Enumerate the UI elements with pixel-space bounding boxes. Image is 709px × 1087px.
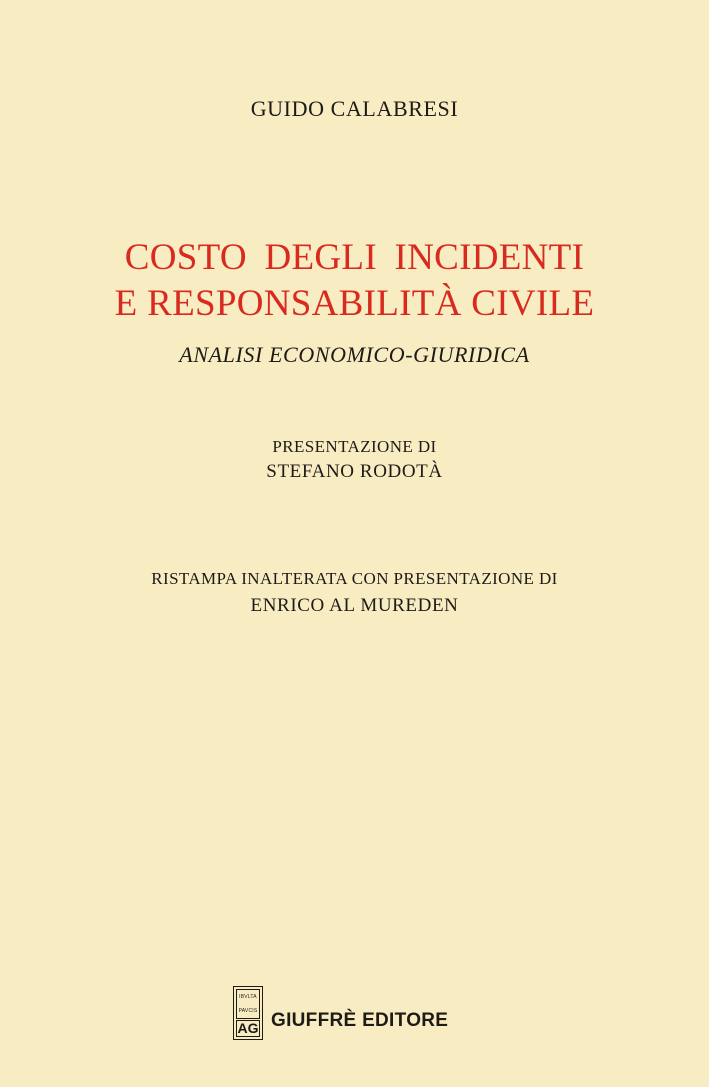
- author-name: GUIDO CALABRESI: [250, 96, 459, 121]
- publisher-logo: [233, 985, 448, 1041]
- giuffre-ag-logo-icon: [233, 986, 263, 1040]
- logo-emblem: [236, 989, 260, 1019]
- publisher-name: GIUFFRÈ EDITORE: [271, 1010, 449, 1031]
- presentation-name: STEFANO RODOTÀ: [266, 461, 443, 482]
- reprint-label: RISTAMPA INALTERATA CON PRESENTAZIONE DI: [151, 569, 558, 588]
- title-line-2: E RESPONSABILITÀ CIVILE: [114, 283, 595, 324]
- subtitle: ANALISI ECONOMICO-GIURIDICA: [179, 342, 530, 367]
- title-line-1: COSTO DEGLI INCIDENTI: [124, 237, 585, 278]
- presentation-label: PRESENTAZIONE DI: [272, 437, 437, 456]
- logo-letters: AG: [237, 1020, 259, 1036]
- reprint-name: ENRICO AL MUREDEN: [250, 595, 459, 616]
- logo-line-2: PAVCIS: [238, 1008, 258, 1014]
- logo-line-1: IBVLTA: [239, 994, 257, 1000]
